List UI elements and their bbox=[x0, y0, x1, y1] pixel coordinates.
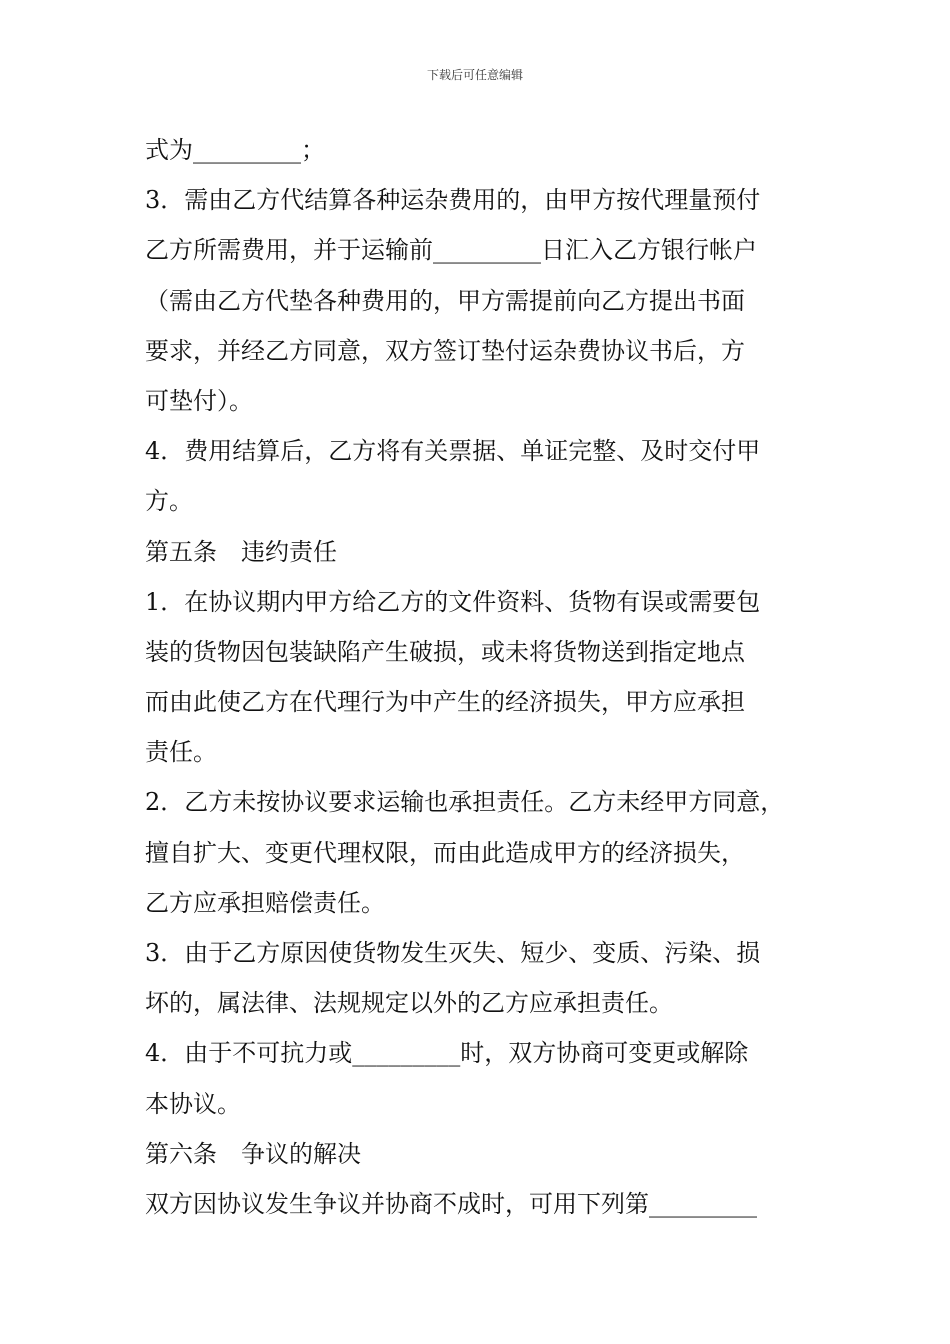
text-line: 4．费用结算后，乙方将有关票据、单证完整、及时交付甲 bbox=[145, 437, 761, 466]
text-line: 3．需由乙方代结算各种运杂费用的，由甲方按代理量预付 bbox=[145, 186, 761, 215]
text-line: 要求，并经乙方同意，双方签订垫付运杂费协议书后，方 bbox=[145, 336, 745, 365]
text-line: 方。 bbox=[145, 487, 193, 516]
text-line: 责任。 bbox=[145, 738, 217, 767]
text-line: 4．由于不可抗力或_________时，双方协商可变更或解除 bbox=[145, 1039, 749, 1068]
text-line: 可垫付）。 bbox=[145, 386, 253, 415]
section-heading: 第六条 争议的解决 bbox=[145, 1139, 361, 1168]
text-line: 而由此使乙方在代理行为中产生的经济损失，甲方应承担 bbox=[145, 688, 745, 717]
section-heading: 第五条 违约责任 bbox=[145, 537, 337, 566]
text-line: 乙方所需费用，并于运输前_________日汇入乙方银行帐户 bbox=[145, 236, 757, 265]
text-line: 本协议。 bbox=[145, 1089, 241, 1118]
text-line: 1．在协议期内甲方给乙方的文件资料、货物有误或需要包 bbox=[145, 587, 761, 616]
text-line: 双方因协议发生争议并协商不成时，可用下列第_________ bbox=[145, 1189, 757, 1218]
text-line: 3．由于乙方原因使货物发生灭失、短少、变质、污染、损 bbox=[145, 939, 761, 967]
text-line: 乙方应承担赔偿责任。 bbox=[145, 888, 385, 917]
page-header: 下载后可任意编辑 bbox=[426, 68, 523, 82]
text-line: 装的货物因包装缺陷产生破损，或未将货物送到指定地点 bbox=[145, 637, 745, 666]
text-line: （需由乙方代垫各种费用的，甲方需提前向乙方提出书面 bbox=[145, 286, 745, 315]
text-line: 坏的，属法律、法规规定以外的乙方应承担责任。 bbox=[145, 989, 673, 1018]
text-line: 擅自扩大、变更代理权限，而由此造成甲方的经济损失， bbox=[145, 838, 745, 867]
text-line: 式为_________； bbox=[145, 136, 325, 164]
document-body bbox=[145, 125, 845, 1229]
text-line: 2．乙方未按协议要求运输也承担责任。乙方未经甲方同意， bbox=[145, 788, 785, 817]
